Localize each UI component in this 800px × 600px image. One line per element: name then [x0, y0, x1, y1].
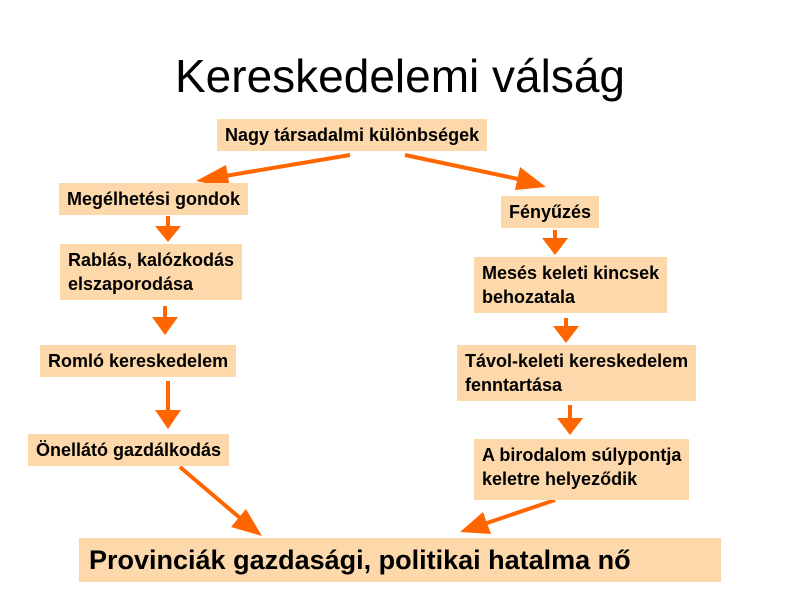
node-result: Provinciák gazdasági, politikai hatalma nő: [79, 538, 721, 582]
slide-title: Kereskedelemi válság: [174, 50, 625, 102]
node-left-2: Rablás, kalózkodás elszaporodása: [60, 244, 242, 300]
arrow-right-1-2: [542, 230, 568, 255]
node-left-1: Megélhetési gondok: [59, 183, 248, 215]
arrow-right-to-result: [460, 500, 555, 534]
node-top: Nagy társadalmi különbségek: [217, 119, 487, 151]
node-left-3: Romló kereskedelem: [40, 345, 236, 377]
arrow-left-1-2: [155, 216, 181, 242]
node-left-4: Önellátó gazdálkodás: [28, 434, 229, 466]
node-right-4: A birodalom súlypontja keletre helyeződik: [474, 439, 689, 500]
arrow-left-to-result: [180, 467, 262, 536]
arrow-left-2-3: [152, 306, 178, 335]
arrow-left-3-4: [155, 381, 181, 429]
node-right-2: Mesés keleti kincsek behozatala: [474, 257, 667, 313]
arrow-right-3-4: [557, 405, 583, 435]
arrow-right-2-3: [553, 318, 579, 343]
arrow-top-to-right: [405, 155, 546, 190]
node-right-1: Fényűzés: [501, 196, 599, 228]
node-right-3: Távol-keleti kereskedelem fenntartása: [457, 345, 696, 401]
